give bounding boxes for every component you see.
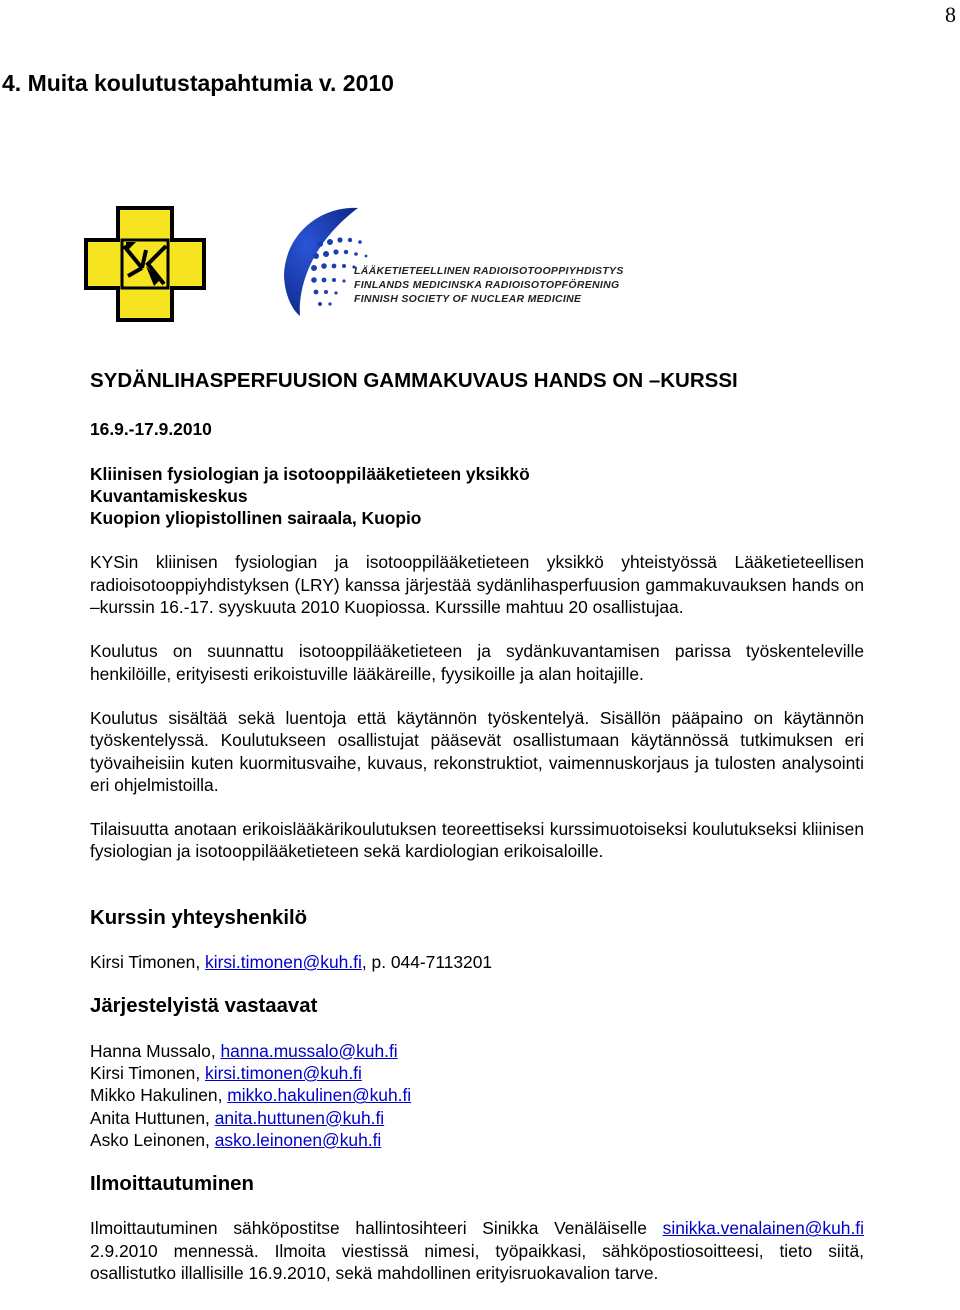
organizer-name: Hanna Mussalo, — [90, 1040, 221, 1061]
organizer-email-link[interactable]: asko.leinonen@kuh.fi — [214, 1129, 382, 1150]
org-line-hospital: Kuopion yliopistollinen sairaala, Kuopio — [90, 508, 422, 529]
organizer-email-link[interactable]: anita.huttunen@kuh.fi — [214, 1107, 385, 1128]
course-title: SYDÄNLIHASPERFUUSION GAMMAKUVAUS HANDS ON –KURSSI — [90, 369, 738, 392]
organizers-heading: Järjestelyistä vastaavat — [90, 995, 318, 1018]
organizer-name: Asko Leinonen, — [90, 1129, 215, 1150]
lry-line-sv: FINLANDS MEDICINSKA RADIOISOTOPFÖRENING — [354, 279, 620, 291]
list-item — [90, 1062, 864, 1084]
course-date: 16.9.-17.9.2010 — [90, 419, 212, 440]
contact-name: Kirsi Timonen, — [90, 952, 206, 973]
organizer-name: Kirsi Timonen, — [90, 1062, 206, 1083]
paragraph-accreditation: Tilaisuutta anotaan erikoislääkärikoulutuksen teoreettiseksi kurssimuotoiseksi koulutukseksi kliinisen fysiologian ja isotooppilääketieteen sekä kardiologian erikoisaloille. — [90, 819, 864, 862]
contact-phone: , p. 044-7113201 — [361, 952, 493, 973]
document-body — [90, 370, 864, 1306]
lry-logo-text — [354, 264, 624, 306]
contact-line — [90, 951, 864, 973]
organizers-list — [90, 1040, 864, 1151]
list-item — [90, 1129, 864, 1151]
contact-heading: Kurssin yhteyshenkilö — [90, 906, 308, 929]
registration-text-before: Ilmoittautuminen sähköpostitse hallintosihteeri Sinikka Venäläiselle — [90, 1218, 663, 1239]
yellow-cross-logo-icon — [84, 206, 206, 322]
registration-paragraph — [90, 1217, 864, 1284]
list-item — [90, 1107, 864, 1129]
paragraph-content: Koulutus sisältää sekä luentoja että käytännön työskentelyä. Sisällön pääpaino on käytännön työskentelyssä. Koulutukseen osallistujat pääsevät osallistumaan käytännössä tutkimuksen eri työvaiheisiin kuten kuormitusvaihe, kuvaus, rekonstruktiot, vaimennuskorjaus ja tulosten analysointi eri ohjelmistoilla. — [90, 707, 864, 795]
lry-line-fi: LÄÄKETIETEELLINEN RADIOISOTOOPPIYHDISTYS — [354, 265, 624, 277]
organizer-email-link[interactable]: hanna.mussalo@kuh.fi — [220, 1040, 398, 1061]
organizer-name: Anita Huttunen, — [90, 1107, 215, 1128]
list-item — [90, 1040, 864, 1062]
organizer-email-link[interactable]: mikko.hakulinen@kuh.fi — [227, 1085, 412, 1106]
registration-email-link[interactable]: sinikka.venalainen@kuh.fi — [662, 1218, 864, 1239]
paragraph-audience: Koulutus on suunnattu isotooppilääketieteen ja sydänkuvantamisen parissa työskenteleville henkilöille, erityisesti erikoistuville lääkäreille, fyysikoille ja alan hoitajille. — [90, 641, 864, 684]
organizer-email-link[interactable]: kirsi.timonen@kuh.fi — [205, 1062, 362, 1083]
lry-logo — [280, 204, 624, 322]
paragraph-intro: KYSin kliinisen fysiologian ja isotooppilääketieteen yksikkö yhteistyössä Lääketieteellisen radioisotooppiyhdistyksen (LRY) kanssa järjestää sydänlihasperfuusion gammakuvauksen hands on –kurssin 16.-17. syyskuuta 2010 Kuopiossa. Kurssille mahtuu 20 osallistujaa. — [90, 552, 864, 618]
registration-text-after: 2.9.2010 mennessä. Ilmoita viestissä nimesi, työpaikkasi, sähköpostiosoitteesi, tieto siitä, osallistutko illallisille 16.9.2010, sekä mahdollinen erityisruokavalion tarve. — [90, 1240, 864, 1284]
section-heading: 4. Muita koulutustapahtumia v. 2010 — [2, 70, 394, 96]
lry-line-en: FINNISH SOCIETY OF NUCLEAR MEDICINE — [354, 293, 582, 305]
org-line-center: Kuvantamiskeskus — [90, 485, 248, 506]
list-item — [90, 1084, 864, 1106]
page-number: 8 — [945, 2, 956, 27]
organizer-name: Mikko Hakulinen, — [90, 1085, 228, 1106]
contact-email-link[interactable]: kirsi.timonen@kuh.fi — [205, 952, 362, 973]
org-line-unit: Kliinisen fysiologian ja isotooppilääketieteen yksikkö — [90, 463, 530, 484]
organizer-block — [90, 463, 864, 530]
registration-heading: Ilmoittautuminen — [90, 1173, 254, 1196]
